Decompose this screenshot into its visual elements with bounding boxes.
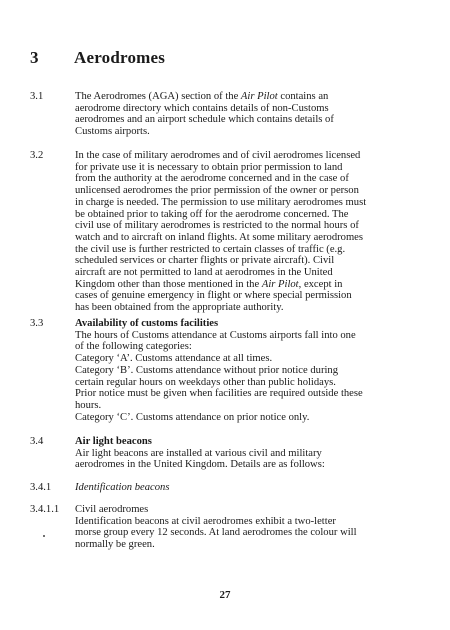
page-number: 27 — [219, 589, 231, 601]
text-line: from the authority at the aerodrome concerned and in the case of — [75, 173, 349, 185]
text-line: be obtained prior to taking off for the aerodrome concerned. The — [75, 208, 349, 220]
text-line: Prior notice must be given when facilities are required outside these — [75, 388, 363, 400]
section-number: 3.4.1.1 — [30, 504, 60, 515]
publication-title: Air Pilot — [261, 278, 299, 290]
chapter-heading — [30, 48, 165, 68]
section-body — [75, 436, 422, 471]
print-speck — [43, 535, 45, 537]
text-line: unlicensed aerodromes the prior permission of the owner or person — [75, 185, 359, 197]
text-run: The Aerodromes (AGA) section of the — [75, 91, 241, 102]
section-body — [75, 318, 422, 423]
section-3-1 — [30, 91, 422, 138]
text-line: Category ‘A’. Customs attendance at all times. — [75, 353, 273, 365]
text-run: contains an — [277, 91, 329, 102]
text-line: scheduled services or charter flights or private aircraft). Civil — [75, 255, 335, 267]
text-line: has been obtained from the appropriate authority. — [75, 302, 284, 314]
text-line: aerodrome directory which contains details of non-Customs — [75, 102, 329, 114]
section-number: 3.2 — [30, 150, 44, 161]
text-line: Category ‘B’. Customs attendance without prior notice during — [75, 364, 339, 376]
section-body — [75, 482, 422, 494]
section-number: 3.1 — [30, 91, 44, 102]
text-line: aerodromes in the United Kingdom. Details are as follows: — [75, 459, 325, 471]
text-line: hours. — [75, 399, 102, 411]
text-line: normally be green. — [75, 539, 155, 551]
text-line: aerodromes and an airport schedule which contains details of — [75, 114, 334, 126]
text-line: morse group every 12 seconds. At land aerodromes the colour will — [75, 527, 357, 539]
section-3-2 — [30, 150, 422, 314]
section-number: 3.3 — [30, 318, 44, 329]
text-run: , except in — [298, 278, 343, 290]
section-3-4-1-1 — [30, 504, 422, 551]
section-number: 3.4 — [30, 436, 44, 447]
text-line: Category ‘C’. Customs attendance on prior notice only. — [75, 411, 310, 423]
section-body — [75, 504, 422, 551]
text-line: civil use of military aerodromes is restricted to the normal hours of — [75, 220, 359, 232]
section-body — [75, 150, 422, 314]
text-line — [75, 279, 422, 291]
text-run: Kingdom other than those mentioned in the — [75, 278, 262, 290]
text-line: cases of genuine emergency in flight or where special permission — [75, 290, 352, 302]
section-subheading: Civil aerodromes — [75, 504, 149, 515]
text-line: certain regular hours on weekdays other than public holidays. — [75, 376, 336, 388]
section-number: 3.4.1 — [30, 482, 52, 493]
text-line: aircraft are not permitted to land at aerodromes in the United — [75, 267, 333, 279]
text-line: In the case of military aerodromes and of civil aerodromes licensed — [75, 150, 361, 161]
chapter-number: 3 — [30, 48, 39, 67]
section-heading: Availability of customs facilities — [75, 318, 219, 329]
section-heading: Air light beacons — [75, 436, 152, 447]
text-line: for private use it is necessary to obtain prior permission to land — [75, 161, 343, 173]
text-line: watch and to aircraft on inland flights. At some military aerodromes — [75, 231, 364, 243]
text-line: Identification beacons at civil aerodromes exhibit a two-letter — [75, 515, 336, 527]
text-line — [75, 91, 422, 103]
section-heading: Identification beacons — [75, 482, 170, 493]
text-line: the civil use is further restricted to certain classes of traffic (e.g. — [75, 243, 346, 255]
text-line: Air light beacons are installed at various civil and military — [75, 447, 322, 459]
chapter-title: Aerodromes — [74, 48, 166, 67]
text-line: Customs airports. — [75, 126, 150, 138]
publication-title: Air Pilot — [240, 91, 278, 102]
section-3-4-1 — [30, 482, 422, 494]
section-3-4 — [30, 436, 422, 471]
text-line: The hours of Customs attendance at Customs airports fall into one — [75, 329, 356, 341]
text-line: of the following categories: — [75, 341, 192, 353]
section-3-3 — [30, 318, 422, 423]
section-body — [75, 91, 422, 138]
text-line: in charge is needed. The permission to use military aerodromes must — [75, 196, 367, 208]
